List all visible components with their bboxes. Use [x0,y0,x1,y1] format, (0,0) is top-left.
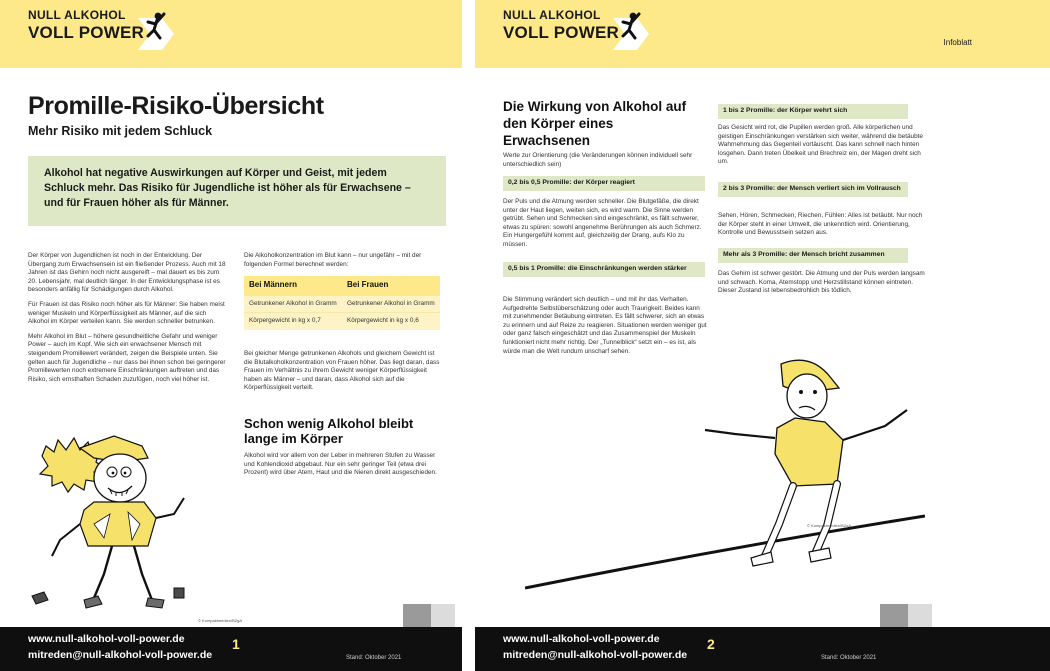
paragraph: Für Frauen ist das Risiko noch höher als für Männer: Sie haben meist weniger Muskeln und Körperflüssigkeit als Männer, auf die sich Alkohol im Körper verteilen kann. Sie werden schneller betrunken. [28,300,225,326]
stand-date: Stand: Oktober 2021 [821,655,877,661]
footer-email-link[interactable]: mitreden@null-alkohol-voll-power.de [503,649,688,661]
page-header [0,0,525,68]
brand-logo [503,8,619,43]
section-text: Sehen, Hören, Schmecken, Riechen, Fühlen: Alles ist betäubt. Nur noch der Körper steht in einer Umwelt, die unkenntlich wird. Orientierung, Kontrolle und Bewusstsein setzen aus. [718,212,923,237]
table-header-women: Bei Frauen [342,276,440,295]
brand-logo [28,8,144,43]
power-runner-icon [611,8,651,52]
section-heading: Schon wenig Alkohol bleibt lange im Körper [244,416,414,446]
paragraph: Der Körper von Jugendlichen ist noch in der Entwicklung. Der Übergang zum Erwachsensein ist ein fließender Prozess. Auch mit 18 Jahren ist das Gehirn noch nicht ausgereift – mal dauert es bis zum 20. Lebensjahr, mal deutlich länger. In der Entwicklungsphase ist es besonders anfällig für Schädigungen durch Alkohol. [28,252,226,294]
drunk-teen-illustration [24,428,194,628]
formula-explanation: Bei gleicher Menge getrunkenen Alkohols und gleichem Gewicht ist die Blutalkoholkonzentration von Frauen höher. Das liegt daran, dass Frauen im Verhältnis zu ihrem Gewicht weniger Körperflüssigkeit haben als Männer – und daran, dass Alkohol sich auf die Körperflüssigkeit verteilt. [244,350,440,392]
section-bar-0-2-to-0-5: 0,2 bis 0,5 Promille: der Körper reagiert [503,176,705,191]
infoblatt-label: Infoblatt [943,38,972,47]
page-gap [462,0,476,671]
section-text: Alkohol wird vor allem von der Leber in mehreren Stufen zu Wasser und Kohlendioxid abgebaut. Nur ein sehr geringer Teil (etwa drei Prozent) wird über Atem, Haut und die Nieren direkt ausgeschieden. [244,452,437,477]
section-text: Das Gesicht wird rot, die Pupillen werden groß. Alle körperlichen und geistigen Einschränkungen verstärken sich weiter, während die betäubte Wahrnehmung das Gegenteil vortäuscht. Das kann schnell nach hinten losgehen. Dann treten Übelkeit und Brechreiz ein, der Magen dreht sich um. [718,124,923,166]
section-text: Der Puls und die Atmung werden schneller. Die Blutgefäße, die direkt unter der Haut liegen, weiten sich, es wird warm. Die Sinne werden getrübt. Sehen und Schmecken sind eingeschränkt, es fällt schwerer, etwas zu spüren: sowohl angenehme Berührungen als auch Schmerz. Ein Hungergefühl kommt auf, gleichzeitig der Drang, aufs Klo zu müssen. [503,198,702,248]
section-bar-0-5-to-1: 0,5 bis 1 Promille: die Einschränkungen werden stärker [503,262,705,277]
infoblatt-page-2 [475,0,1050,671]
page-number: 2 [707,636,715,652]
page-subtitle: Mehr Risiko mit jedem Schluck [28,124,213,138]
formula-intro: Die Alkoholkonzentration im Blut kann – nur ungefähr – mit der folgenden Formel berechnet werden: [244,252,422,268]
illustration-credit: © Kompaktmedien/BZgA [807,523,852,528]
stand-date: Stand: Oktober 2021 [346,655,402,661]
page-title: Promille-Risiko-Übersicht [28,92,324,120]
bac-formula-table [244,276,440,330]
footer-url-link[interactable]: www.null-alkohol-voll-power.de [28,633,185,645]
table-cell: Körpergewicht in kg x 0,6 [342,313,440,330]
power-runner-icon [136,8,176,52]
footer-url-link[interactable]: www.null-alkohol-voll-power.de [503,633,660,645]
illustration-credit: © Kompaktmedien/BZgA [198,618,243,623]
table-cell: Getrunkener Alkohol in Gramm [342,295,440,313]
section-text: Das Gehirn ist schwer gestört. Die Atmung und der Puls werden langsam und schwach. Koma, Atemstopp und Herzstillstand können eintreten. Dieser Zustand ist lebensbedrohlich bis tödlich. [718,270,925,295]
left-column-text [28,252,228,390]
brand-line-2: VOLL POWER [28,23,144,42]
page-footer [475,627,1050,671]
paragraph: Mehr Alkohol im Blut – höhere gesundheitliche Gefahr und weniger Power – auch im Kopf. Wie sich ein erwachsener Mensch mit steigendem Promillewert verändert, zeigen die Beispiele unten. Sie gelten auch für Jugendliche – nur dass bei ihnen schon bei geringerer Promillewerten noch extremere Einschränkungen auftreten und das Risiko, sich ernsthaften Schaden zuzufügen, noch viel höher ist. [28,332,226,383]
table-cell: Körpergewicht in kg x 0,7 [244,313,342,330]
section-bar-2-to-3: 2 bis 3 Promille: der Mensch verliert sich im Vollrausch [718,182,908,197]
footer-email-link[interactable]: mitreden@null-alkohol-voll-power.de [28,649,213,661]
brand-line-2: VOLL POWER [503,23,619,42]
table-row [244,295,440,313]
brand-line-1: NULL ALKOHOL [28,8,126,22]
page-header [475,0,1050,68]
page-number: 1 [232,636,240,652]
orientation-hint: Werte zur Orientierung (die Veränderungen können individuell sehr unterschiedlich sein) [503,152,693,168]
section-bar-over-3: Mehr als 3 Promille: der Mensch bricht zusammen [718,248,908,263]
table-cell: Getrunkener Alkohol in Gramm [244,295,342,313]
page-footer [0,627,525,671]
intro-box: Alkohol hat negative Auswirkungen auf Körper und Geist, mit jedem Schluck mehr. Das Risiko für Jugendliche ist höher als für Erwachsene – und für Frauen höher als für Männer. [28,156,446,226]
brand-line-1: NULL ALKOHOL [503,8,601,22]
section-text: Die Stimmung verändert sich deutlich – und mit ihr das Verhalten. Aufgedrehte Selbstüberschätzung oder auch Traurigkeit: Beides kann mit zunehmender Betäubung eintreten. Es fällt schwerer, sich an etwas zu erinnern und auf Reize zu reagieren. Situationen werden weniger gut oder ganz falsch eingeschätzt und das Zusammenspiel der Muskeln funktioniert nicht mehr richtig. Der „Tunnelblick“ setzt ein – es ist, als würde man die Welt rundum unscharf sehen. [503,296,707,355]
tightrope-walker-illustration [525,348,925,598]
table-row [244,313,440,330]
section-bar-1-to-2: 1 bis 2 Promille: der Körper wehrt sich [718,104,908,119]
page-title: Die Wirkung von Alkohol auf den Körper eines Erwachsenen [503,99,687,148]
table-header-men: Bei Männern [244,276,342,295]
